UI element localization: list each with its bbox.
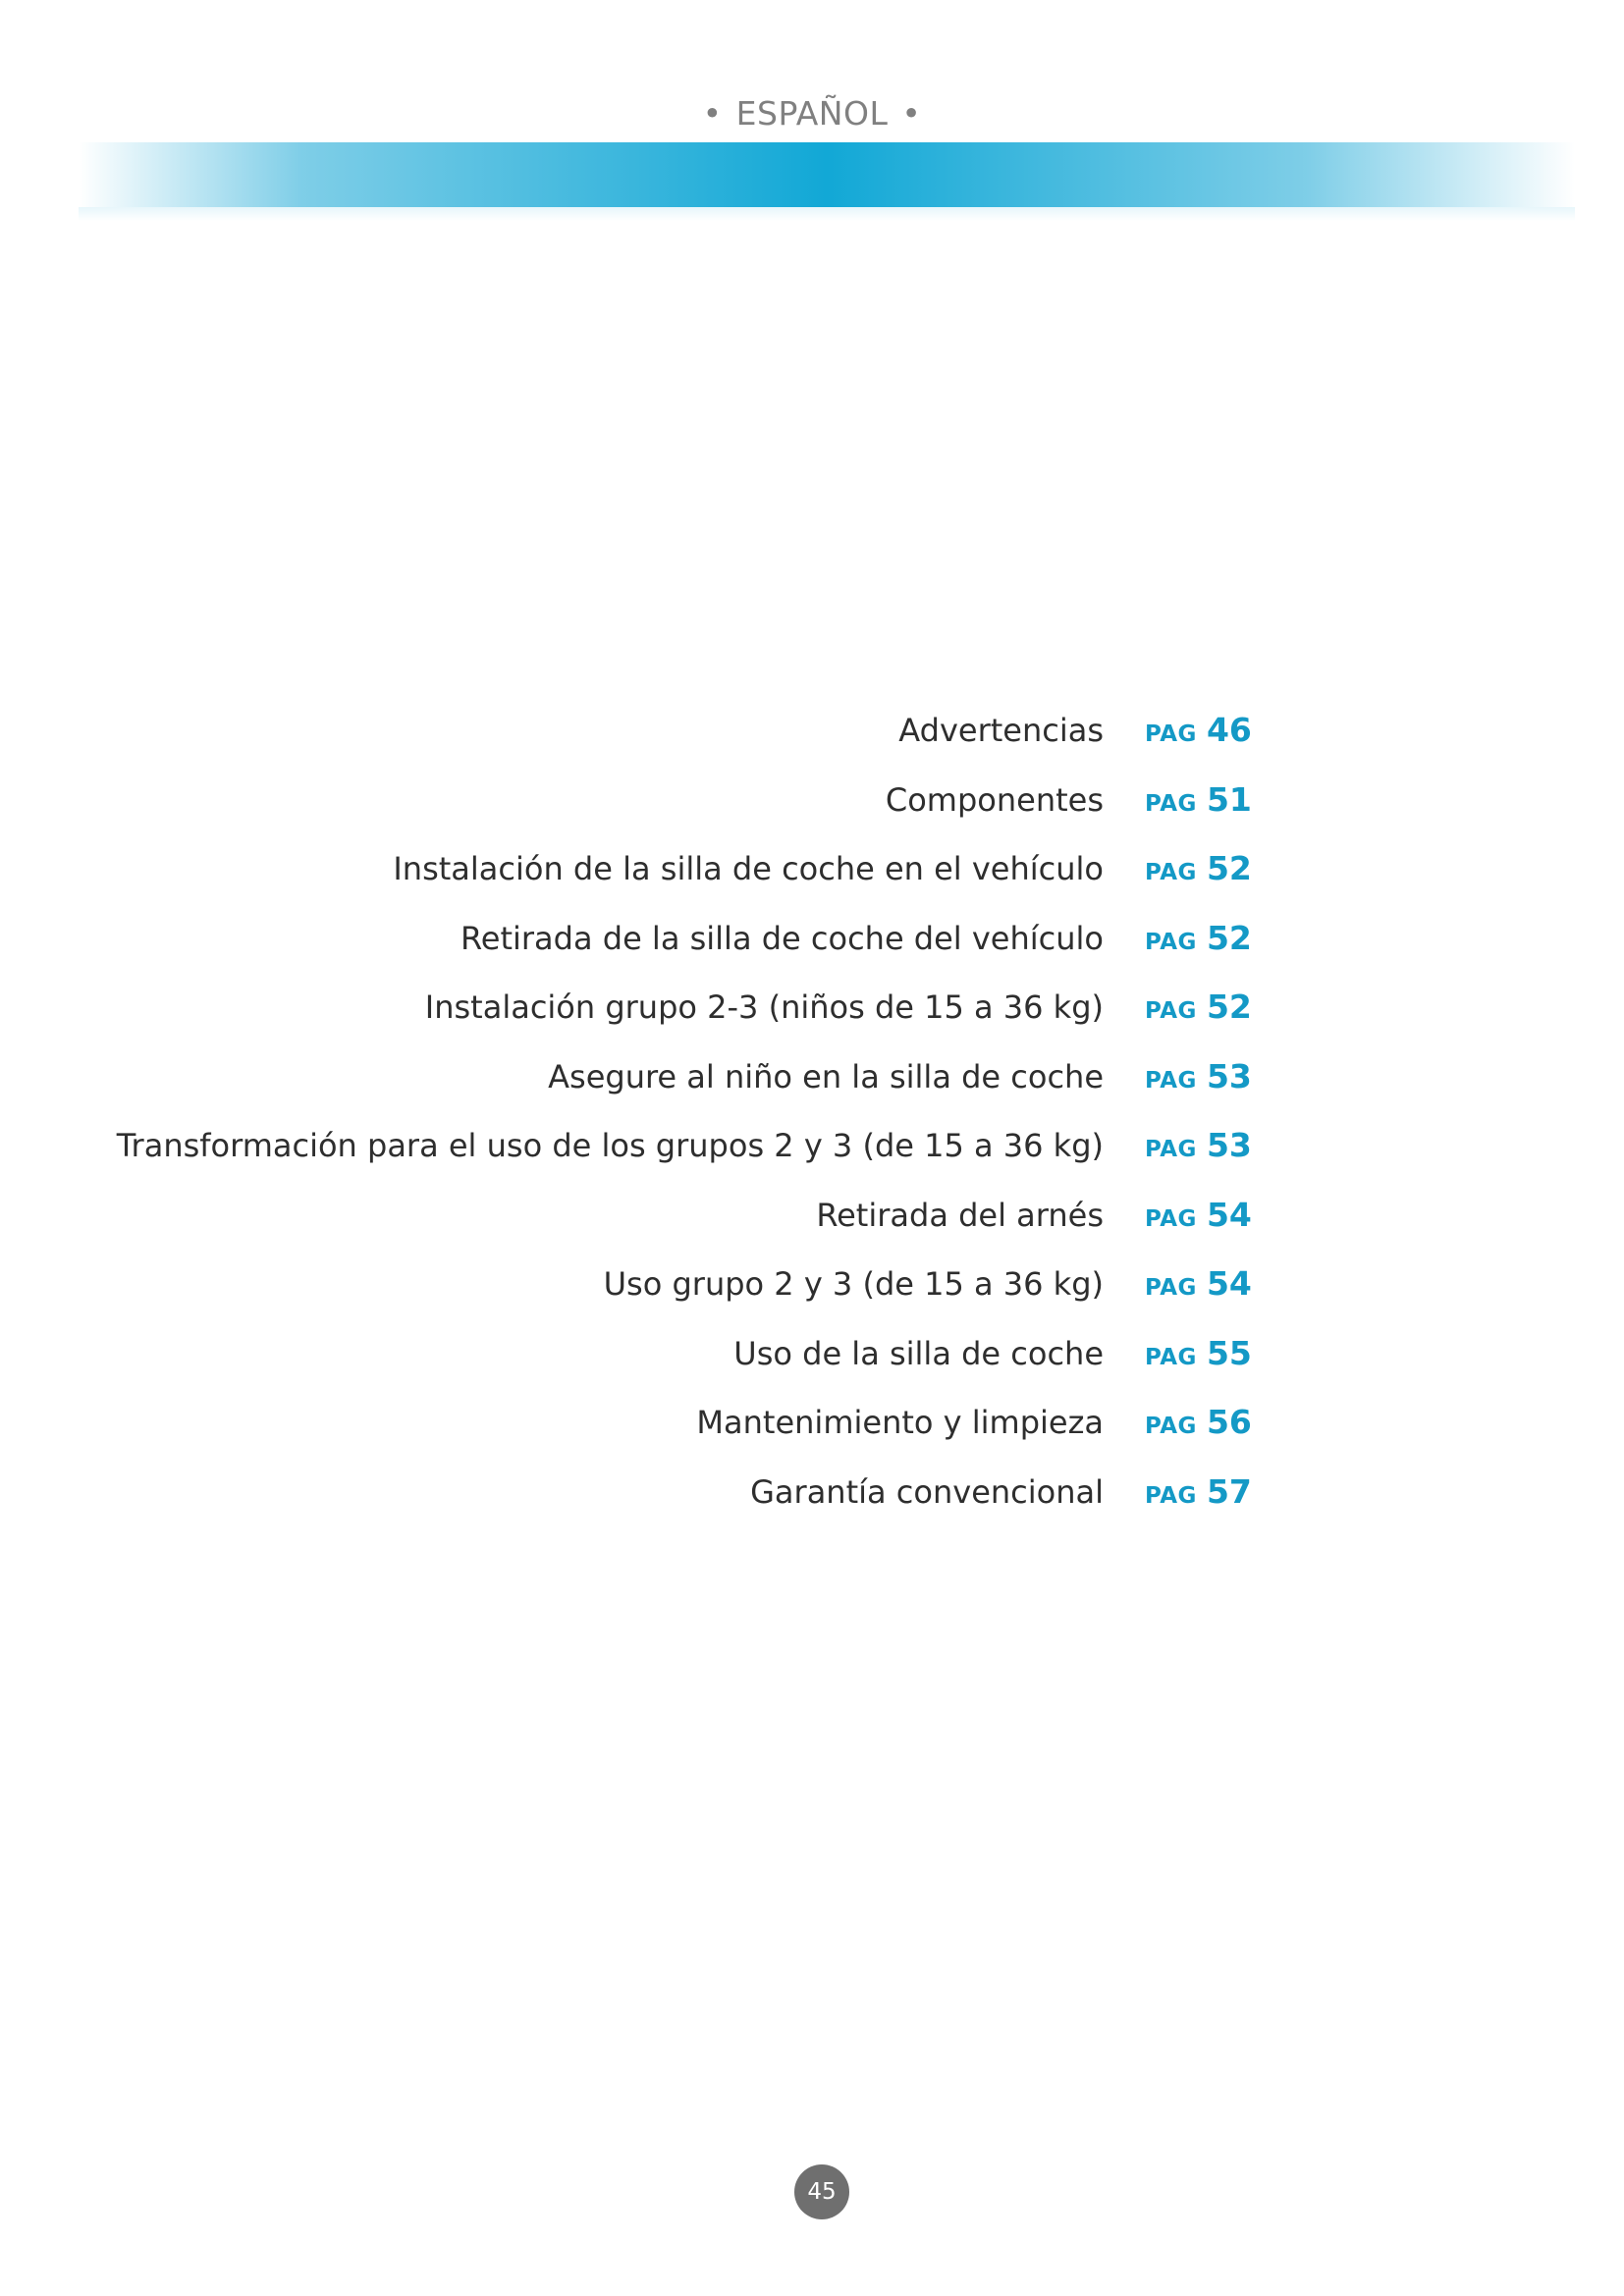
pag-label: PAG bbox=[1145, 929, 1197, 955]
toc-entry-title: Transformación para el uso de los grupos 2 y 3 (de 15 a 36 kg) bbox=[116, 1127, 1104, 1164]
page-number-ref: 57 bbox=[1206, 1471, 1252, 1511]
page-number-ref: 46 bbox=[1206, 711, 1252, 749]
toc-entry[interactable] bbox=[0, 1190, 1624, 1259]
pag-label: PAG bbox=[1145, 998, 1197, 1024]
toc-entry-page-ref bbox=[1145, 1194, 1252, 1243]
toc-entry[interactable] bbox=[0, 843, 1624, 913]
toc-entry-title: Uso de la silla de coche bbox=[733, 1334, 1104, 1372]
toc-entry-page-ref bbox=[1145, 778, 1252, 828]
pag-label: PAG bbox=[1145, 790, 1197, 817]
header-bullet-left: • bbox=[702, 94, 723, 133]
page-number-ref: 56 bbox=[1206, 1403, 1252, 1441]
page-number-ref: 51 bbox=[1206, 779, 1252, 819]
toc-entry-page-ref bbox=[1145, 1332, 1252, 1381]
toc-entry-title: Uso grupo 2 y 3 (de 15 a 36 kg) bbox=[603, 1265, 1104, 1303]
toc-entry-page-ref bbox=[1145, 986, 1252, 1035]
pag-label: PAG bbox=[1145, 1067, 1197, 1094]
toc-entry[interactable] bbox=[0, 1120, 1624, 1190]
toc-entry[interactable] bbox=[0, 774, 1624, 844]
toc-entry[interactable] bbox=[0, 1258, 1624, 1328]
table-of-contents bbox=[0, 705, 1624, 1535]
toc-entry-title: Mantenimiento y limpieza bbox=[696, 1404, 1104, 1441]
pag-label: PAG bbox=[1145, 860, 1197, 885]
toc-entry[interactable] bbox=[0, 705, 1624, 774]
toc-entry-title: Instalación de la silla de coche en el vehículo bbox=[393, 850, 1104, 887]
pag-label: PAG bbox=[1145, 1205, 1197, 1232]
page-number-ref: 55 bbox=[1206, 1333, 1252, 1372]
pag-label: PAG bbox=[1145, 1344, 1197, 1370]
pag-label: PAG bbox=[1145, 1275, 1197, 1301]
page-number-ref: 52 bbox=[1206, 918, 1252, 957]
toc-entry-title: Advertencias bbox=[898, 712, 1104, 749]
toc-entry-page-ref bbox=[1145, 1055, 1252, 1104]
toc-entry-title: Instalación grupo 2-3 (niños de 15 a 36 kg) bbox=[424, 988, 1104, 1026]
toc-entry-title: Garantía convencional bbox=[750, 1472, 1104, 1511]
toc-entry-page-ref bbox=[1145, 917, 1252, 966]
page-number-ref: 53 bbox=[1206, 1056, 1252, 1095]
toc-entry-page-ref bbox=[1145, 1262, 1252, 1311]
pag-label: PAG bbox=[1145, 721, 1197, 747]
page-number-ref: 54 bbox=[1206, 1264, 1252, 1303]
header-color-band bbox=[79, 142, 1575, 207]
page-number-ref: 52 bbox=[1206, 849, 1252, 887]
page-number-ref: 52 bbox=[1206, 988, 1252, 1026]
toc-entry[interactable] bbox=[0, 1328, 1624, 1398]
toc-entry[interactable] bbox=[0, 1397, 1624, 1467]
toc-entry[interactable] bbox=[0, 982, 1624, 1051]
toc-entry-title: Retirada del arnés bbox=[816, 1196, 1104, 1234]
toc-entry[interactable] bbox=[0, 1051, 1624, 1121]
toc-entry[interactable] bbox=[0, 913, 1624, 983]
language-title: ESPAÑOL bbox=[735, 94, 889, 133]
header-bullet-right: • bbox=[901, 94, 922, 133]
page-number-ref: 54 bbox=[1206, 1195, 1252, 1234]
toc-entry-page-ref bbox=[1145, 847, 1252, 896]
pag-label: PAG bbox=[1145, 1137, 1197, 1162]
toc-entry-title: Asegure al niño en la silla de coche bbox=[548, 1057, 1104, 1095]
pag-label: PAG bbox=[1145, 1414, 1197, 1439]
toc-entry-page-ref bbox=[1145, 1470, 1252, 1520]
pag-label: PAG bbox=[1145, 1482, 1197, 1509]
toc-entry-page-ref bbox=[1145, 709, 1252, 758]
toc-entry-title: Retirada de la silla de coche del vehículo bbox=[460, 919, 1104, 957]
toc-entry-page-ref bbox=[1145, 1124, 1252, 1173]
toc-entry[interactable] bbox=[0, 1467, 1624, 1536]
toc-entry-title: Componentes bbox=[885, 780, 1104, 819]
page-number-badge: 45 bbox=[794, 2164, 849, 2219]
page-number-ref: 53 bbox=[1206, 1126, 1252, 1164]
section-header bbox=[0, 90, 1624, 137]
toc-entry-page-ref bbox=[1145, 1401, 1252, 1450]
